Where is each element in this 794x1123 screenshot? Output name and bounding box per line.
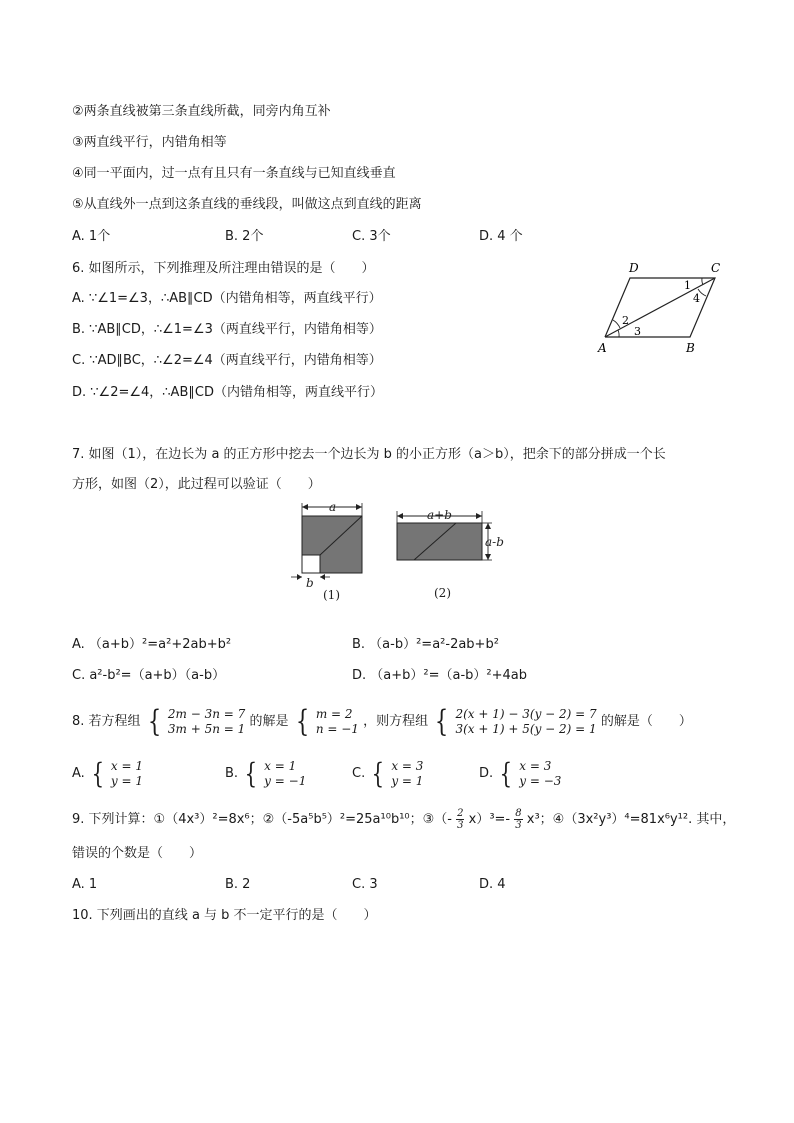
left-brace-icon: { xyxy=(147,703,161,739)
q6-option-d: D. ∵∠2=∠4，∴AB∥CD（内错角相等，两直线平行） xyxy=(72,385,383,400)
left-brace-icon: { xyxy=(295,703,309,739)
q7-stem-line2: 方形，如图（2），此过程可以验证（ ） xyxy=(72,477,321,492)
q7-stem-line1: 7. 如图（1），在边长为 a 的正方形中挖去一个边长为 b 的小正方形（a＞b），把余下的部分拼成一个长 xyxy=(72,447,666,462)
q6-option-c: C. ∵AD∥BC，∴∠2=∠4（两直线平行，内错角相等） xyxy=(72,353,382,368)
q9-option-b: B. 2 xyxy=(225,877,251,892)
q5-option-c: C. 3个 xyxy=(352,229,391,244)
caption-figure-2: (2) xyxy=(434,586,451,600)
q7-option-d: D. （a+b）²=（a-b）²+4ab xyxy=(352,668,527,683)
q8-solution-1: m = 2 n = −1 xyxy=(315,706,359,736)
q8-option-a: A. { x = 1 y = 1 xyxy=(72,756,144,790)
q6-option-a: A. ∵∠1=∠3，∴AB∥CD（内错角相等，两直线平行） xyxy=(72,291,382,306)
left-brace-icon: { xyxy=(435,703,449,739)
q8-system-2: 2(x + 1) − 3(y − 2) = 7 3(x + 1) + 5(y − 2) = 1 xyxy=(455,706,597,736)
left-brace-icon: { xyxy=(91,756,105,790)
label-a-top: a xyxy=(329,500,337,514)
angle-2-label: 2 xyxy=(622,314,629,327)
q7-option-a: A. （a+b）²=a²+2ab+b² xyxy=(72,637,232,652)
q8-tail: 的解是（ ） xyxy=(600,714,692,729)
q8-mid-2: ，则方程组 xyxy=(363,714,429,729)
q8-system-1: 2m − 3n = 7 3m + 5n = 1 xyxy=(167,706,246,736)
angle-1-label: 1 xyxy=(684,279,691,292)
vertex-b-label: B xyxy=(686,341,695,355)
q5-option-d: D. 4 个 xyxy=(479,229,523,244)
q7-option-c: C. a²-b²=（a+b）（a-b） xyxy=(72,668,226,683)
left-brace-icon: { xyxy=(372,756,385,790)
q9-option-c: C. 3 xyxy=(352,877,378,892)
vertex-c-label: C xyxy=(711,261,721,275)
label-a-plus-b: a+b xyxy=(427,508,452,522)
left-brace-icon: { xyxy=(499,756,513,790)
q10-stem: 10. 下列画出的直线 a 与 b 不一定平行的是（ ） xyxy=(72,908,377,923)
fraction-two-thirds: $\frac{2}{3}$ xyxy=(457,808,464,831)
left-brace-icon: { xyxy=(244,756,258,790)
q8-lead: 8. 若方程组 xyxy=(72,714,141,729)
q8-option-d: D. { x = 3 y = −3 xyxy=(479,756,562,790)
q6-option-b: B. ∵AB∥CD，∴∠1=∠3（两直线平行，内错角相等） xyxy=(72,322,382,337)
q5-option-b: B. 2个 xyxy=(225,229,264,244)
q9-stem-line2: 错误的个数是（ ） xyxy=(72,846,203,861)
statement-4: ④同一平面内，过一点有且只有一条直线与已知直线垂直 xyxy=(72,166,396,181)
label-a-minus-b: a-b xyxy=(485,535,504,549)
parallelogram-figure xyxy=(590,258,730,358)
q8-mid-1: 的解是 xyxy=(249,714,289,729)
fraction-eight-thirds: $\frac{8}{3}$ xyxy=(515,808,522,831)
statement-5: ⑤从直线外一点到这条直线的垂线段，叫做这点到直线的距离 xyxy=(72,197,422,212)
q9-option-a: A. 1 xyxy=(72,877,98,892)
q9-stem-line1: 9. 下列计算：①（4x³）²=8x⁶；②（-5a⁵b⁵）²=25a¹⁰b¹⁰；③（- $\frac{2}{3}$ x）³=- $\frac{8}{3}$ x³；④（3x²y³）⁴=81x⁶y¹². 其中， xyxy=(72,808,736,831)
caption-figure-1: (1) xyxy=(323,588,340,602)
statement-3: ③两直线平行，内错角相等 xyxy=(72,135,227,150)
angle-4-label: 4 xyxy=(693,292,700,305)
label-b-bottom: b xyxy=(306,576,314,590)
q8-stem xyxy=(72,703,692,741)
square-figures xyxy=(284,500,514,605)
q8-option-b: B. { x = 1 y = −1 xyxy=(225,756,307,790)
q7-option-b: B. （a-b）²=a²-2ab+b² xyxy=(352,637,499,652)
q9-option-d: D. 4 xyxy=(479,877,506,892)
q5-option-a: A. 1个 xyxy=(72,229,111,244)
statement-2: ②两条直线被第三条直线所截，同旁内角互补 xyxy=(72,104,331,119)
angle-3-label: 3 xyxy=(634,325,641,338)
vertex-d-label: D xyxy=(629,261,639,275)
q6-stem: 6. 如图所示，下列推理及所注理由错误的是（ ） xyxy=(72,261,375,276)
q8-option-c: C. { x = 3 y = 1 xyxy=(352,756,424,790)
vertex-a-label: A xyxy=(598,341,607,355)
